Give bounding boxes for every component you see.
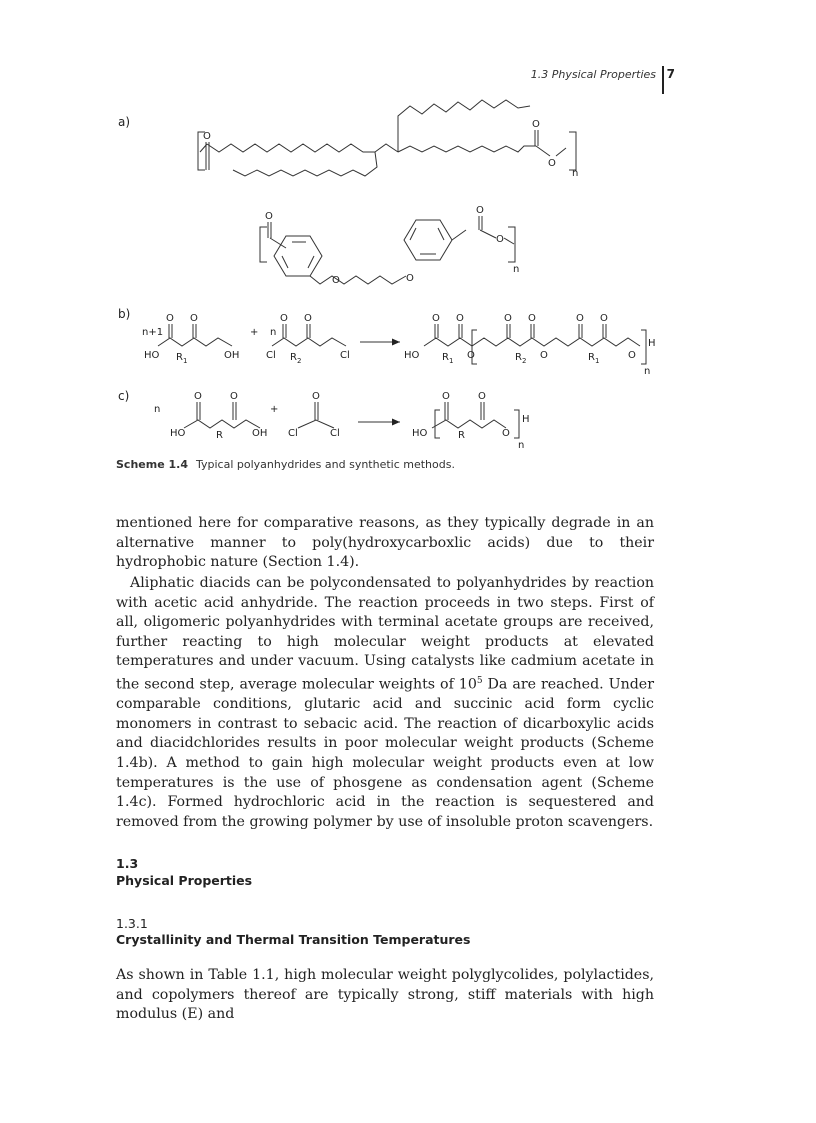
ho-b1: HO [144, 350, 160, 361]
coef-c: n [154, 404, 161, 415]
aryl-link-a2 [452, 230, 466, 240]
scheme-caption [116, 458, 656, 471]
oxygen-a7: O [476, 205, 484, 216]
r1-b3: $R_1$ [588, 352, 600, 365]
ester-bond-a1 [536, 146, 550, 156]
r1-b1: $R_1$ [176, 352, 188, 365]
section-number: 1.3 [116, 856, 139, 871]
branch-node-a1 [375, 144, 398, 152]
product-chain-b [424, 338, 640, 346]
product-chain-c [432, 420, 506, 428]
paragraph-polycondensation-part2: Da are reached. Under comparable conditions, glutaric acid and succinic acid form cyclic monomers in contrast to sebacic acid. The reaction of dicarboxylic acids and diacidchlorides results in poor molecular weight products (Scheme 1.4b). A method to gain high molecular weight products even at low temperatures is the use of phosgene as condensation agent (Scheme 1.4c). Formed hydrochloric acid in the reaction is sequestered and removed from the growing polymer by use of insoluble proton scavengers. [116, 676, 654, 830]
subsection-title: Crystallinity and Thermal Transition Temperatures [116, 932, 471, 947]
phosgene-carbonyl-c [315, 402, 318, 420]
oxygen-b3: O [280, 313, 288, 324]
subsection-number: 1.3.1 [116, 916, 148, 931]
r2-b2: $R_2$ [515, 352, 527, 365]
paragraph-continued: mentioned here for comparative reasons, as they typically degrade in an alternative manner to poly(hydroxycarboxlic acids) due to their hydrophobic nature (Section 1.4). [116, 515, 654, 571]
oxygen-b12: O [600, 313, 608, 324]
diacidchloride-carbonyls-b [283, 324, 310, 338]
r1-b2: $R_1$ [442, 352, 454, 365]
oxygen-c1: O [194, 391, 202, 402]
subscript-n-c: n [518, 440, 525, 451]
phosgene-c [298, 420, 334, 428]
ho-c2: HO [412, 428, 428, 439]
oxygen-b5: O [432, 313, 440, 324]
oxygen-b9: O [528, 313, 536, 324]
running-head [500, 66, 680, 90]
diacid-carbonyls-c [197, 402, 236, 420]
oh-c1: OH [252, 428, 268, 439]
reactant-diacid-b [158, 338, 232, 346]
r-c1: R [216, 430, 223, 441]
caption-text: Typical polyanhydrides and synthetic methods. [195, 458, 455, 471]
r1-b2-subscript: 1 [448, 357, 454, 365]
benzene-double-bonds-right [410, 228, 444, 254]
oxygen-a3: O [548, 158, 556, 169]
oh-b1: OH [224, 350, 240, 361]
running-title: 1.3 Physical Properties [530, 68, 656, 81]
oxygen-c5: O [478, 391, 486, 402]
oxygen-b13: O [628, 350, 636, 361]
carbonyl-bond-a2 [535, 130, 538, 146]
r1-b3-subscript: 1 [594, 357, 600, 365]
main-chain-right-a1 [398, 146, 536, 152]
oxygen-b1: O [166, 313, 174, 324]
carbonyl-bond-a4 [479, 216, 482, 230]
subscript-n-a1: n [572, 168, 579, 179]
page-number: 7 [666, 67, 675, 81]
paragraph-polycondensation [116, 574, 654, 832]
side-chain-upper-a1 [398, 100, 530, 152]
ho-c1: HO [170, 428, 186, 439]
oxygen-a8: O [496, 234, 504, 245]
carbonyl-bond-a1 [206, 142, 209, 170]
section-title: Physical Properties [116, 873, 253, 888]
coef-b1: n+1 [142, 327, 164, 338]
carbonyl-bond-a3 [268, 222, 271, 238]
r2-b2-subscript: 2 [521, 357, 527, 365]
scheme-figure [110, 92, 670, 452]
oxygen-b2: O [190, 313, 198, 324]
ether-chain-a [310, 276, 406, 284]
oxygen-c6: O [502, 428, 510, 439]
cl-b1: Cl [266, 350, 276, 361]
coef-b2: n [270, 327, 277, 338]
cl-c2: Cl [330, 428, 340, 439]
oxygen-c3: O [312, 391, 320, 402]
paragraph-crystallinity: As shown in Table 1.1, high molecular weight polyglycolides, polylactides, and copolymers thereof are typically strong, stiff materials with high modulus (E) and [116, 967, 654, 1023]
plus-b: + [250, 327, 259, 338]
bracket-left-a2 [260, 227, 267, 262]
bracket-right-a1 [556, 132, 576, 170]
oxygen-b7: O [467, 350, 475, 361]
oxygen-a6: O [406, 273, 414, 284]
oxygen-c2: O [230, 391, 238, 402]
cl-b2: Cl [340, 350, 350, 361]
subscript-n-a2: n [513, 264, 520, 275]
reactant-diacidchloride-b [272, 338, 346, 346]
oxygen-a5: O [332, 275, 340, 286]
ho-b2: HO [404, 350, 420, 361]
panel-label-a: a) [118, 115, 131, 129]
caption-label: Scheme 1.4 [116, 458, 188, 471]
oxygen-a2: O [532, 119, 540, 130]
oxygen-b10: O [540, 350, 548, 361]
panel-label-b: b) [118, 307, 131, 321]
oxygen-c4: O [442, 391, 450, 402]
oxygen-b8: O [504, 313, 512, 324]
plus-c: + [270, 404, 279, 415]
oxygen-a1: O [203, 131, 211, 142]
superscript-exponent: 5 [476, 675, 483, 686]
diacid-carbonyls-b [169, 324, 196, 338]
panel-label-c: c) [118, 389, 130, 403]
oxygen-b11: O [576, 313, 584, 324]
r-c2: R [458, 430, 465, 441]
side-chain-lower-a1 [233, 152, 377, 176]
oxygen-b4: O [304, 313, 312, 324]
r2-b1: $R_2$ [290, 352, 302, 365]
scheme-drawing [110, 92, 670, 452]
hydrogen-c: H [522, 414, 530, 425]
r2-b1-subscript: 2 [296, 357, 302, 365]
subscript-n-b: n [644, 366, 651, 377]
r1-b1-subscript: 1 [182, 357, 188, 365]
product-brackets-b [472, 330, 646, 364]
arrowhead-c [392, 419, 400, 426]
product-carbonyls-b [435, 324, 606, 338]
cl-c1: Cl [288, 428, 298, 439]
reactant-diacid-c [184, 420, 260, 428]
bracket-right-a2 [504, 227, 515, 262]
arrowhead-b [392, 339, 400, 346]
oxygen-b6: O [456, 313, 464, 324]
oxygen-a4: O [265, 211, 273, 222]
benzene-double-bonds-left [282, 242, 314, 268]
main-chain-left-a1 [207, 144, 375, 152]
hydrogen-b: H [648, 338, 656, 349]
paragraph-polycondensation-part1: Aliphatic diacids can be polycondensated to polyanhydrides by reaction with acetic acid anhydride. The reaction proceeds in two steps. First of all, oligomeric polyanhydrides with terminal acetate groups are received, further reacting to high molecular weight products at elevated temperatures and under vacuum. Using catalysts like cadmium acetate in the second step, average molecular weights of 10 [116, 575, 654, 693]
product-carbonyls-c [445, 402, 484, 420]
ester-bond-a2 [480, 230, 496, 238]
header-rule [662, 66, 664, 94]
